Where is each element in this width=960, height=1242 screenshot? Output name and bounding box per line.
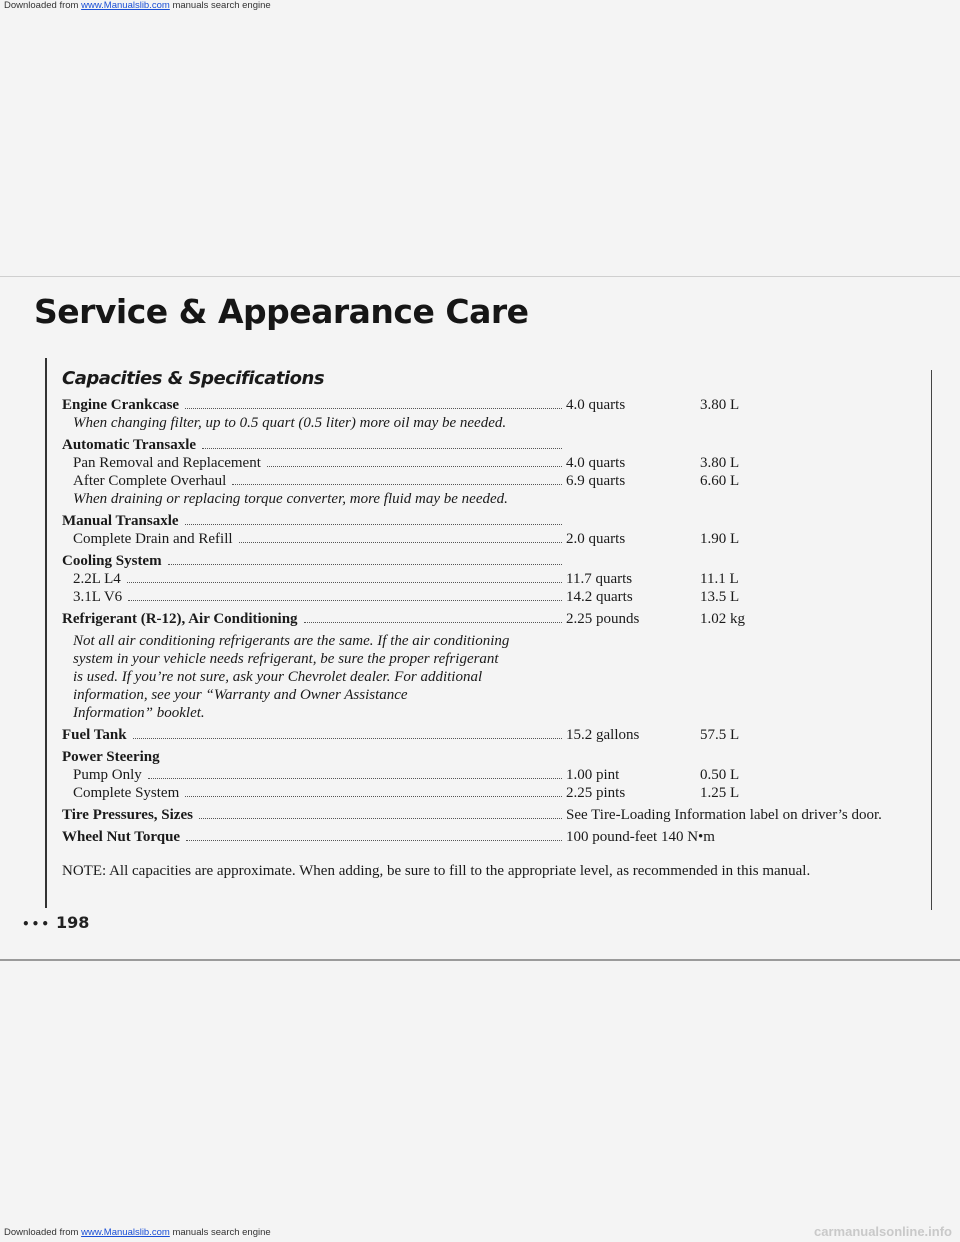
spec-note: When changing filter, up to 0.5 quart (0.5 liter) more oil may be needed. <box>73 415 507 431</box>
page-number-dots: ••• <box>22 917 52 931</box>
spec-value-metric: 11.1 L <box>700 571 739 587</box>
spec-label: Engine Crankcase <box>62 397 180 413</box>
header-prefix: Downloaded from <box>4 0 79 11</box>
download-footer <box>0 1224 960 1242</box>
spec-note: Not all air conditioning refrigerants are the same. If the air conditioning <box>73 633 510 649</box>
spec-note: information, see your “Warranty and Owner Assistance <box>73 687 408 703</box>
spec-label: Complete Drain and Refill <box>73 531 233 547</box>
dot-leader <box>168 564 562 565</box>
dot-leader <box>133 738 562 739</box>
spec-row <box>62 588 952 606</box>
spec-row <box>62 766 952 784</box>
download-header <box>0 0 960 14</box>
spec-label: Wheel Nut Torque <box>62 829 181 845</box>
top-rule <box>0 276 960 277</box>
spec-label: Pan Removal and Replacement <box>73 455 261 471</box>
page-number-value: 198 <box>56 913 90 932</box>
footer-prefix: Downloaded from <box>4 1227 79 1238</box>
dot-leader <box>202 448 562 449</box>
spec-row <box>62 454 952 472</box>
spec-label: Cooling System <box>62 553 162 569</box>
spec-row <box>62 472 952 490</box>
watermark: carmanualsonline.info <box>814 1224 952 1239</box>
spec-note: Information” booklet. <box>73 705 205 721</box>
spec-value-metric: 1.25 L <box>700 785 740 801</box>
capacities-note: NOTE: All capacities are approximate. When adding, be sure to fill to the appropriate level, as recommended in this manual. <box>62 863 811 879</box>
page-title: Service & Appearance Care <box>34 292 529 331</box>
dot-leader <box>148 778 562 779</box>
spec-label: Manual Transaxle <box>62 513 179 529</box>
section-title: Capacities & Specifications <box>62 368 325 389</box>
spec-label: After Complete Overhaul <box>73 473 227 489</box>
spec-note: is used. If you’re not sure, ask your Chevrolet dealer. For additional <box>73 669 483 685</box>
spec-label: Complete System <box>73 785 180 801</box>
dot-leader <box>239 542 562 543</box>
spec-label: 3.1L V6 <box>73 589 123 605</box>
manualslib-link[interactable]: www.Manualslib.com <box>81 0 170 11</box>
spec-value-us: 15.2 gallons <box>566 727 640 743</box>
spec-row <box>62 610 952 628</box>
spec-label: Automatic Transaxle <box>62 437 197 453</box>
spec-value-metric: 3.80 L <box>700 455 740 471</box>
spec-label: Power Steering <box>62 749 160 765</box>
spec-value-us: 100 pound-feet 140 N•m <box>566 829 715 845</box>
spec-label: Fuel Tank <box>62 727 127 743</box>
spec-value-us: 14.2 quarts <box>566 589 633 605</box>
dot-leader <box>304 622 562 623</box>
spec-note: When draining or replacing torque converter, more fluid may be needed. <box>73 491 508 507</box>
footer-suffix: manuals search engine <box>172 1227 271 1238</box>
spec-row <box>62 512 952 530</box>
spec-value-us: See Tire-Loading Information label on driver’s door. <box>566 807 882 823</box>
spec-row <box>62 552 952 570</box>
dot-leader <box>128 600 562 601</box>
dot-leader <box>199 818 562 819</box>
spec-row <box>62 726 952 744</box>
spec-value-us: 6.9 quarts <box>566 473 626 489</box>
dot-leader <box>185 796 562 797</box>
dot-leader <box>127 582 562 583</box>
spec-label: Refrigerant (R-12), Air Conditioning <box>62 611 298 627</box>
spec-value-us: 2.0 quarts <box>566 531 626 547</box>
spec-value-metric: 13.5 L <box>700 589 740 605</box>
bottom-rule <box>0 959 960 961</box>
spec-value-us: 4.0 quarts <box>566 455 626 471</box>
spec-row <box>62 828 952 846</box>
spec-row <box>62 784 952 802</box>
footer-left <box>4 1227 271 1238</box>
spec-row <box>62 396 952 414</box>
footer-manualslib-link[interactable]: www.Manualslib.com <box>81 1227 170 1238</box>
spec-label: Tire Pressures, Sizes <box>62 807 193 823</box>
spec-value-metric: 6.60 L <box>700 473 740 489</box>
dot-leader <box>267 466 562 467</box>
spec-row <box>62 530 952 548</box>
spec-note: system in your vehicle needs refrigerant, be sure the proper refrigerant <box>73 651 499 667</box>
spec-value-us: 2.25 pounds <box>566 611 640 627</box>
spec-row <box>62 570 952 588</box>
spec-value-metric: 0.50 L <box>700 767 740 783</box>
spec-value-metric: 1.90 L <box>700 531 740 547</box>
spec-value-us: 4.0 quarts <box>566 397 626 413</box>
dot-leader <box>185 524 562 525</box>
spec-value-metric: 3.80 L <box>700 397 740 413</box>
dot-leader <box>186 840 562 841</box>
spec-value-metric: 1.02 kg <box>700 611 745 627</box>
spec-value-us: 1.00 pint <box>566 767 620 783</box>
spec-value-us: 11.7 quarts <box>566 571 633 587</box>
page-number <box>22 913 89 932</box>
spec-label: 2.2L L4 <box>73 571 121 587</box>
dot-leader <box>232 484 562 485</box>
capacities-table <box>62 396 952 846</box>
left-margin-bar <box>45 358 47 908</box>
spec-value-metric: 57.5 L <box>700 727 740 743</box>
header-suffix: manuals search engine <box>172 0 271 11</box>
spec-row <box>62 748 952 766</box>
spec-row <box>62 436 952 454</box>
spec-row <box>62 806 952 824</box>
spec-value-us: 2.25 pints <box>566 785 626 801</box>
dot-leader <box>185 408 562 409</box>
spec-label: Pump Only <box>73 767 142 783</box>
